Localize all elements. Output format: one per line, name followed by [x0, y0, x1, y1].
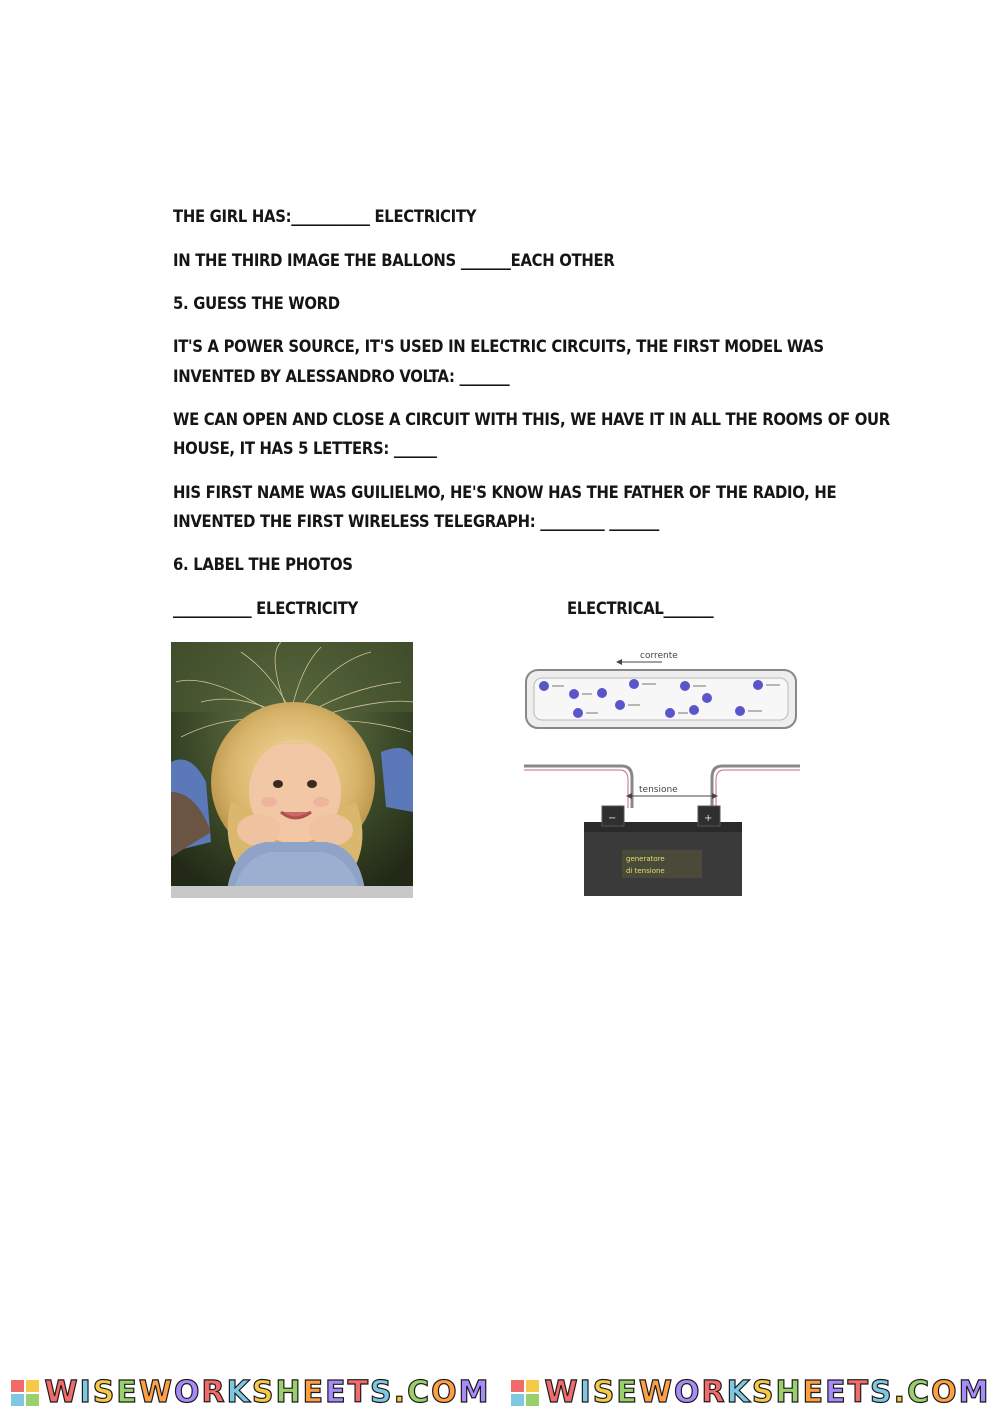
question-balloons: IN THE THIRD IMAGE THE BALLONS _______EACH OTHER: [173, 251, 615, 270]
question-switch-line2: HOUSE, IT HAS 5 LETTERS: ______: [173, 439, 437, 458]
watermark-1: [10, 1375, 491, 1410]
question-girl: THE GIRL HAS:___________ ELECTRICITY: [173, 207, 477, 226]
question-marconi-line1: HIS FIRST NAME WAS GUILIELMO, HE'S KNOW HAS THE FATHER OF THE RADIO, HE: [173, 483, 837, 502]
battery-text-2: di tensione: [626, 867, 665, 875]
section-6-heading: 6. LABEL THE PHOTOS: [173, 555, 353, 574]
watermark-footer: [0, 1372, 1000, 1413]
question-battery-line2: INVENTED BY ALESSANDRO VOLTA: _______: [173, 367, 510, 386]
wiseworksheets-logo-icon: [510, 1379, 540, 1407]
current-label: corrente: [640, 651, 678, 661]
photo-label-left: ___________ ELECTRICITY: [173, 599, 358, 618]
watermark-text: WISEWORKSHEETS.COM: [44, 1375, 491, 1410]
watermark-2: [510, 1375, 991, 1410]
question-switch-line1: WE CAN OPEN AND CLOSE A CIRCUIT WITH THIS, WE HAVE IT IN ALL THE ROOMS OF OUR: [173, 410, 890, 429]
svg-text:+: +: [704, 813, 713, 824]
question-battery-line1: IT'S A POWER SOURCE, IT'S USED IN ELECTRIC CIRCUITS, THE FIRST MODEL WAS: [173, 337, 824, 356]
voltage-label: tensione: [639, 785, 678, 795]
svg-text:−: −: [608, 813, 617, 824]
photo-label-right: ELECTRICAL_______: [567, 599, 714, 618]
battery-text-1: generatore: [626, 855, 665, 863]
section-5-heading: 5. GUESS THE WORD: [173, 294, 340, 313]
watermark-text: WISEWORKSHEETS.COM: [544, 1375, 991, 1410]
circuit-diagram: [522, 638, 802, 904]
girl-static-photo: [171, 642, 413, 898]
question-marconi-line2: INVENTED THE FIRST WIRELESS TELEGRAPH: _________ _______: [173, 512, 660, 531]
wiseworksheets-logo-icon: [10, 1379, 40, 1407]
